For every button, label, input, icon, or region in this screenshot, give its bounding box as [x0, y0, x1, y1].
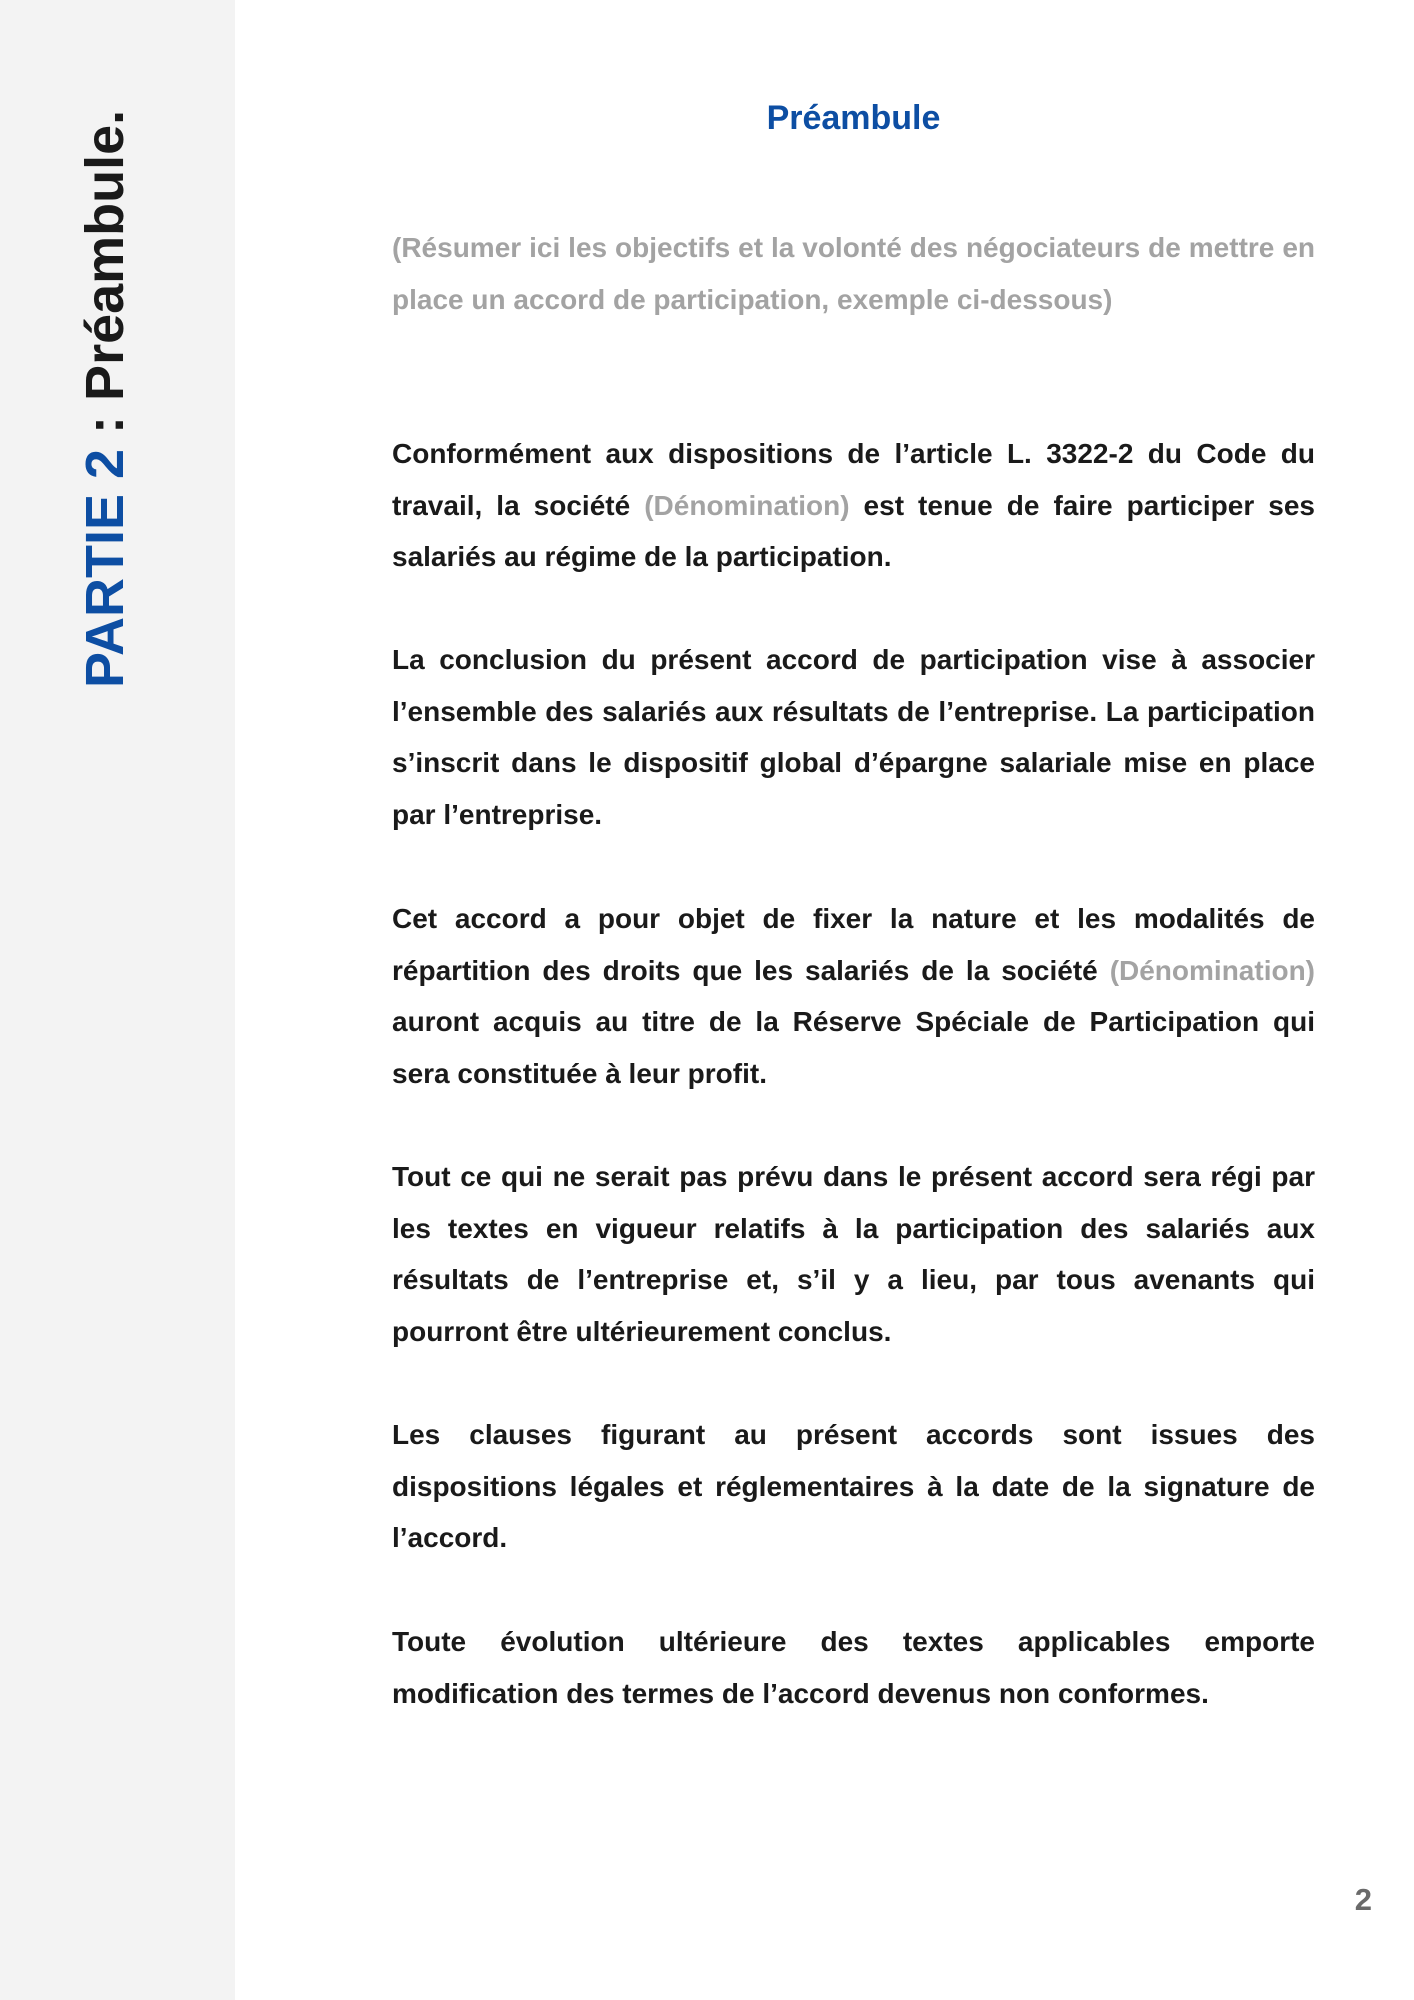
sidebar — [0, 0, 235, 2000]
paragraph-1-text-before: Conformément aux dispositions de l’article L. 3322-2 du Code du travail, la société — [392, 438, 1315, 521]
paragraph-1-text-after: est tenue de faire participer ses salariés au régime de la participation. — [392, 489, 1315, 573]
paragraph-5: Les clauses figurant au présent accords sont issues des dispositions légales et réglementaires à la date de la signature de l’accord. — [392, 1419, 1315, 1554]
section-name: Préambule. — [75, 109, 135, 401]
paragraph-4: Tout ce qui ne serait pas prévu dans le présent accord sera régi par les textes en vigueur relatifs à la participation des salariés aux résultats de l’entreprise et, s’il y a lieu, par tous avenants qui pourront être ultérieurement conclus. — [392, 1161, 1315, 1348]
paragraph-1 — [392, 428, 1315, 583]
company-name-placeholder: (Dénomination) — [644, 489, 850, 521]
paragraph-3-text-before: Cet accord a pour objet de fixer la nature et les modalités de répartition des droits que les salariés de la société — [392, 903, 1315, 986]
page-heading: Préambule — [766, 99, 941, 137]
title-separator: : — [75, 400, 135, 449]
paragraph-3-text-after: auront acquis au titre de la Réserve Spéciale de Participation qui sera constituée à leur profit. — [392, 1006, 1315, 1090]
paragraph-2: La conclusion du présent accord de participation vise à associer l’ensemble des salariés aux résultats de l’entreprise. La participation s’inscrit dans le dispositif global d’épargne salariale mise en place par l’entreprise. — [392, 644, 1315, 831]
page-number: 2 — [1354, 1882, 1372, 1917]
instruction-paragraph: (Résumer ici les objectifs et la volonté des négociateurs de mettre en place un accord de participation, exemple ci-dessous) — [392, 232, 1315, 315]
section-title-vertical — [75, 109, 135, 688]
paragraph-6: Toute évolution ultérieure des textes applicables emporte modification des termes de l’accord devenus non conformes. — [392, 1626, 1315, 1709]
company-name-placeholder: (Dénomination) — [1109, 954, 1315, 986]
part-label: PARTIE 2 — [75, 448, 135, 688]
paragraph-3 — [392, 893, 1315, 1100]
